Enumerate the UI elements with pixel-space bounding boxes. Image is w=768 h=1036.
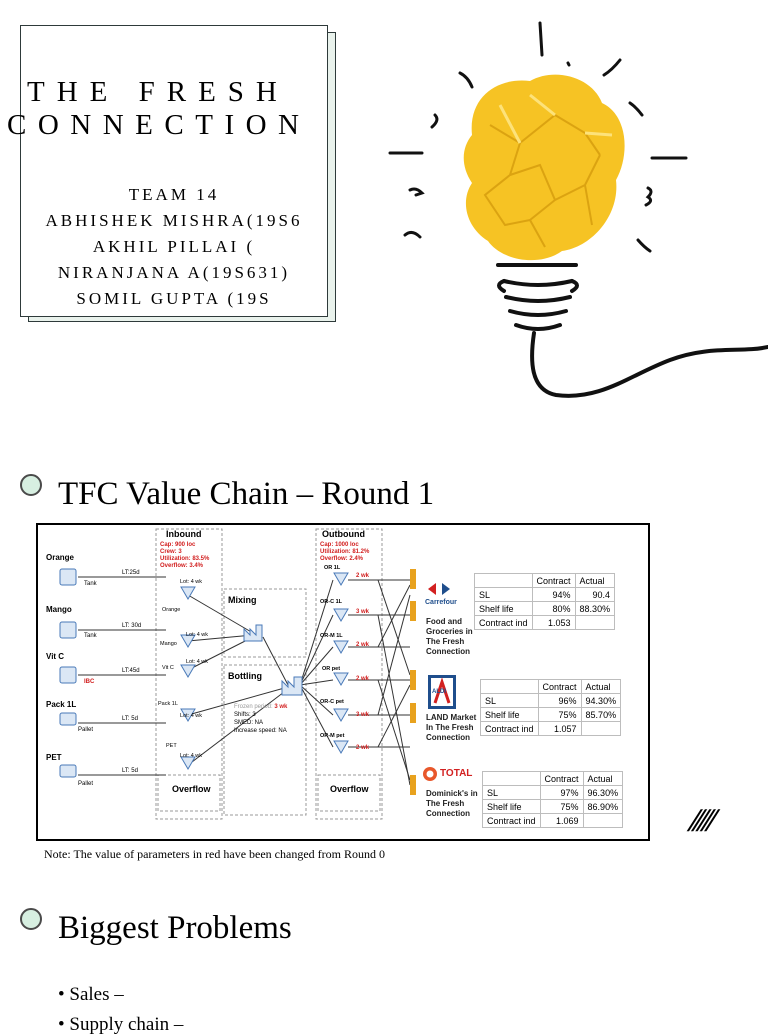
inbound-title: Inbound xyxy=(166,529,202,539)
supplier-lt: LT: 5d xyxy=(122,768,138,774)
customer-kpi-table xyxy=(474,573,615,630)
diagram-note: Note: The value of parameters in red have been changed from Round 0 xyxy=(44,847,385,861)
table-header: Actual xyxy=(575,574,615,588)
outbound-param: Utilization: 81.2% xyxy=(320,549,370,555)
table-cell: 86.90% xyxy=(583,800,623,814)
outbound-param: Cap: 1000 loc xyxy=(320,542,359,548)
inbound-stock-lot: Lot: 4 wk xyxy=(180,579,203,585)
team-member: ABHISHEK MISHRA(19S6 xyxy=(45,211,303,230)
bulb-base-icon xyxy=(498,265,768,396)
table-header: Contract xyxy=(540,772,583,786)
table-cell: SL xyxy=(481,694,539,708)
outbound-param: Overflow: 2.4% xyxy=(320,556,364,562)
outbound-stock-ss: 3 wk xyxy=(356,712,370,718)
inbound-stock-name: Orange xyxy=(162,607,181,613)
list-item-text: Sales – xyxy=(69,984,124,1005)
outbound-stock-name: OR 1L xyxy=(324,565,341,571)
outbound-stock-name: OR-M 1L xyxy=(320,633,343,639)
outbound-stock-name: OR-M pet xyxy=(320,733,345,739)
outbound-stock-name: OR-C 1L xyxy=(320,599,342,605)
customer-label xyxy=(426,617,473,657)
decorative-slashes: ///// xyxy=(684,805,718,838)
inbound-stock-lot: Lot: 4 wk xyxy=(180,713,203,719)
inbound-stock-lot: Lot: 4 wk xyxy=(186,659,209,665)
smed-text: SMED: NA xyxy=(234,720,264,726)
customer-label-line: In The Fresh xyxy=(426,723,474,732)
outbound-stock-ss: 2 wk xyxy=(356,642,370,648)
supplier-type: Pallet xyxy=(78,781,94,787)
total-logo-icon xyxy=(423,767,437,781)
supplier-name: Vit C xyxy=(46,652,65,661)
inbound-param: Overflow: 3.4% xyxy=(160,563,204,569)
table-cell: Contract ind xyxy=(475,616,533,630)
outbound-stock-ss: 2 wk xyxy=(356,745,370,751)
supplier-lt: LT: 30d xyxy=(122,623,142,629)
title-line-1: THE FRESH xyxy=(27,76,289,108)
inbound-stock-name: PET xyxy=(166,743,177,749)
outbound-stock-name: OR-C pet xyxy=(320,699,344,705)
carrefour-logo-text: Carrefour xyxy=(425,599,457,606)
inbound-param: Crew: 3 xyxy=(160,549,182,555)
outbound-stock-ss: 3 wk xyxy=(356,609,370,615)
supplier-type: Tank xyxy=(84,581,97,587)
table-cell: Contract ind xyxy=(481,722,539,736)
supplier-icons xyxy=(60,569,76,777)
inbound-stock-icons xyxy=(181,587,195,769)
customer-label-line: Dominick's in xyxy=(426,789,478,798)
crumpled-paper-icon xyxy=(464,75,625,260)
table-cell: 80% xyxy=(532,602,575,616)
team-member: NIRANJANA A(19S631) xyxy=(57,263,291,282)
customer-label-line: LAND Market xyxy=(426,713,477,722)
bottling-params xyxy=(234,703,287,735)
table-cell: 1.069 xyxy=(540,814,583,828)
table-header: Contract xyxy=(538,680,581,694)
team-member: SOMIL GUPTA (19S xyxy=(76,289,272,308)
supplier-lt: LT:25d xyxy=(122,570,140,576)
table-header xyxy=(475,574,533,588)
customer-label-line: Connection xyxy=(426,647,470,656)
presentation-title xyxy=(7,76,351,142)
section-title-value-chain: TFC Value Chain – Round 1 xyxy=(58,476,435,512)
customer-label xyxy=(426,789,478,819)
team-members xyxy=(21,182,327,312)
table-cell xyxy=(583,814,623,828)
table-cell: 85.70% xyxy=(581,708,621,722)
table-header: Contract xyxy=(532,574,575,588)
supplier-lt: LT:45d xyxy=(122,668,140,674)
table-cell: Shelf life xyxy=(475,602,533,616)
table-cell: SL xyxy=(475,588,533,602)
outbound-stock-name: OR pet xyxy=(322,666,341,672)
bottling-title: Bottling xyxy=(228,671,262,681)
speed-text: Increase speed: NA xyxy=(234,728,287,734)
supplier-name: Orange xyxy=(46,553,75,562)
customer-label-line: Food and xyxy=(426,617,462,626)
table-header xyxy=(483,772,541,786)
table-cell: 90.4 xyxy=(575,588,615,602)
supplier-type: IBC xyxy=(84,679,95,685)
list-item-text: Supply chain – xyxy=(69,1014,184,1035)
table-cell: 96% xyxy=(538,694,581,708)
customer-kpi-table xyxy=(480,679,621,736)
table-header: Actual xyxy=(583,772,623,786)
inbound-stock-name: Pack 1L xyxy=(158,701,178,707)
supplier-lt: LT: 5d xyxy=(122,716,138,722)
shifts-text: Shifts: 3 xyxy=(234,712,256,718)
total-logo-text: TOTAL xyxy=(440,768,473,779)
inbound-stock-lot: Lot: 4 wk xyxy=(180,753,203,759)
customer-label-line: Connection xyxy=(426,809,470,818)
frozen-label: Frozen period: xyxy=(234,704,273,710)
table-cell: 94% xyxy=(532,588,575,602)
table-cell: Contract ind xyxy=(483,814,541,828)
customer-label-line: The Fresh xyxy=(426,637,465,646)
table-cell: 1.057 xyxy=(538,722,581,736)
customer-bottle-icons xyxy=(410,569,416,795)
table-header: Actual xyxy=(581,680,621,694)
supplier-name: Pack 1L xyxy=(46,700,77,709)
table-cell xyxy=(581,722,621,736)
frozen-value: 3 wk xyxy=(274,704,288,710)
section-bullet-icon xyxy=(20,908,42,930)
customer-label-line: Connection xyxy=(426,733,470,742)
inbound-overflow: Overflow xyxy=(172,784,211,794)
customer-label-line: The Fresh xyxy=(426,799,465,808)
customer-label-line: Groceries in xyxy=(426,627,473,636)
carrefour-logo-icon xyxy=(428,583,450,595)
mixing-title: Mixing xyxy=(228,595,257,605)
table-cell: 94.30% xyxy=(581,694,621,708)
title-line-2: CONNECTION xyxy=(7,109,311,141)
customer-label xyxy=(426,713,476,743)
table-cell: 1.053 xyxy=(532,616,575,630)
table-cell: 75% xyxy=(538,708,581,722)
outbound-stock-ss: 2 wk xyxy=(356,676,370,682)
title-card xyxy=(7,25,328,317)
section-bullet-icon xyxy=(20,474,42,496)
inbound-params xyxy=(160,542,209,570)
inbound-stock-lot: Lot: 4 wk xyxy=(186,632,209,638)
supplier-type: Pallet xyxy=(78,727,94,733)
table-cell: 75% xyxy=(540,800,583,814)
section-title-problems: Biggest Problems xyxy=(58,910,292,946)
table-cell: 96.30% xyxy=(583,786,623,800)
table-cell: SL xyxy=(483,786,541,800)
inbound-stock-name: Mango xyxy=(160,641,177,647)
aldi-logo-text: ALDI xyxy=(432,689,446,695)
team-name: TEAM 14 xyxy=(128,185,220,204)
factory-icons xyxy=(244,625,302,695)
outbound-stock-ss: 2 wk xyxy=(356,573,370,579)
inbound-param: Utilization: 83.5% xyxy=(160,556,210,562)
list-item: • Sales – xyxy=(58,984,124,1005)
table-cell: Shelf life xyxy=(481,708,539,722)
inbound-param: Cap: 900 loc xyxy=(160,542,196,548)
outbound-params xyxy=(320,542,369,563)
team-member: AKHIL PILLAI ( xyxy=(92,237,256,256)
supplier-type: Tank xyxy=(84,633,97,639)
table-cell xyxy=(575,616,615,630)
table-cell: 88.30% xyxy=(575,602,615,616)
lightbulb-illustration xyxy=(380,15,768,415)
supplier-name: Mango xyxy=(46,605,72,614)
customer-kpi-table xyxy=(482,771,623,828)
outbound-title: Outbound xyxy=(322,529,365,539)
table-cell: 97% xyxy=(540,786,583,800)
table-cell: Shelf life xyxy=(483,800,541,814)
list-item: • Supply chain – xyxy=(58,1014,184,1035)
table-header xyxy=(481,680,539,694)
inbound-stock-name: Vit C xyxy=(162,665,174,671)
value-chain-diagram xyxy=(36,523,650,841)
supplier-name: PET xyxy=(46,753,62,762)
outbound-overflow: Overflow xyxy=(330,784,369,794)
